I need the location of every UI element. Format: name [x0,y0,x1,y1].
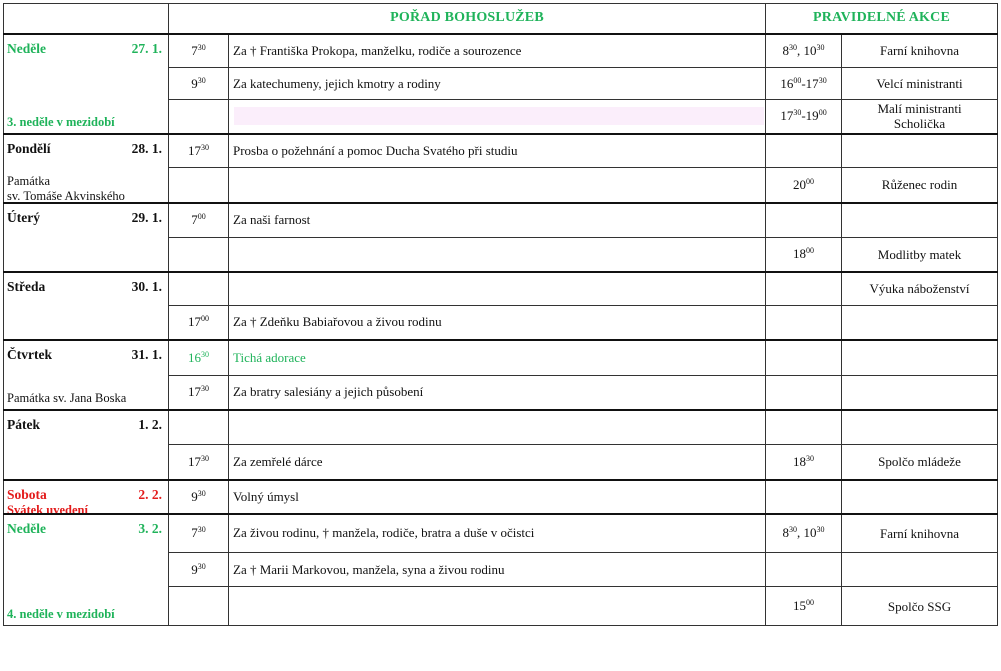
mass-time [169,238,229,272]
activity-name: Velcí ministranti [842,68,998,100]
mass-time [169,134,229,168]
schedule-row [4,134,998,168]
activity-name [842,340,998,376]
activity-name [842,306,998,340]
day-name: Pondělí [7,140,51,156]
mass-intention: Za † Zdeňku Babiařovou a živou rodinu [229,306,766,340]
mass-time-hour: 17 [188,142,201,158]
mass-time-hour: 17 [188,453,201,469]
day-cell [4,410,169,480]
day-cell [4,34,169,134]
superscript-minutes: 00 [806,246,815,256]
mass-time-minutes: 30 [201,453,209,463]
day-cell [4,134,169,203]
schedule-title: POŘAD BOHOSLUŽEB [169,4,766,34]
mass-intention [229,410,766,445]
mass-time-hour: 7 [191,212,198,228]
superscript-minutes: 30 [793,108,802,118]
activity-time: $8^{30}$, $10^{30}$ [766,34,842,68]
day-note: 3. neděle v mezidobí [7,114,115,129]
schedule-row [4,203,998,238]
mass-time [169,376,229,410]
mass-time [169,553,229,587]
day-name: Úterý [7,209,40,225]
day-cell [4,272,169,340]
activity-name [842,376,998,410]
superscript-minutes: 30 [789,525,798,535]
activity-name: Spolčo mládeže [842,445,998,480]
day-date: 31. 1. [131,346,162,362]
day-name: Středa [7,278,46,294]
activity-time [766,306,842,340]
superscript-minutes: 30 [806,453,815,463]
mass-time-hour: 7 [191,42,198,58]
mass-time [169,34,229,68]
mass-time-minutes: 30 [201,349,209,359]
mass-time [169,587,229,626]
day-name: Čtvrtek [7,346,52,362]
mass-time [169,410,229,445]
day-cell [4,203,169,272]
schedule-table [3,3,998,626]
day-date: 2. 2. [138,486,162,502]
activity-time [766,553,842,587]
superscript-minutes: 00 [818,108,827,118]
mass-intention: Prosba o požehnání a pomoc Ducha Svatého při studiu [229,134,766,168]
day-cell [4,514,169,626]
day-name: Pátek [7,416,40,432]
header-row [4,4,998,34]
day-name: Sobota [7,486,47,502]
highlight-bar [234,107,764,125]
mass-time-minutes: 30 [197,42,206,52]
mass-time-minutes: 00 [197,212,206,222]
schedule-row [4,514,998,553]
activity-time: $18^{00}$ [766,238,842,272]
mass-time [169,340,229,376]
mass-time [169,272,229,306]
activity-time: $8^{30}$, $10^{30}$ [766,514,842,553]
day-cell [4,340,169,410]
activity-time: $15^{00}$ [766,587,842,626]
mass-time [169,480,229,514]
superscript-minutes: 00 [806,598,815,607]
schedule-row [4,340,998,376]
mass-intention [229,100,766,134]
activity-name [842,203,998,238]
mass-intention [229,168,766,203]
day-date: 29. 1. [131,209,162,225]
mass-intention [229,272,766,306]
activity-name: Spolčo SSG [842,587,998,626]
schedule-row [4,34,998,68]
day-note: Památka sv. Jana Boska [7,390,127,405]
mass-intention: Za zemřelé dárce [229,445,766,480]
mass-time-hour: 7 [191,525,198,541]
superscript-minutes: 30 [816,42,825,52]
activity-time: $18^{30}$ [766,445,842,480]
day-date: 27. 1. [131,40,162,56]
activity-name: Malí ministranti Scholička [842,100,998,134]
mass-time [169,445,229,480]
mass-time-minutes: 00 [201,314,209,324]
activity-time [766,410,842,445]
mass-time-hour: 9 [191,561,198,577]
mass-intention: Tichá adorace [229,340,766,376]
schedule-body [4,4,998,626]
activity-time: $20^{00}$ [766,168,842,203]
mass-time-hour: 17 [188,384,201,400]
schedule-row [4,480,998,514]
mass-time-hour: 17 [188,314,201,330]
activity-time [766,203,842,238]
superscript-minutes: 30 [818,75,827,85]
activity-time [766,376,842,410]
mass-time [169,203,229,238]
mass-intention: Za † Marii Markovou, manžela, syna a živou rodinu [229,553,766,587]
activity-time: $17^{30}-19^{00}$ [766,100,842,134]
mass-time-minutes: 30 [197,525,206,535]
activity-name: Farní knihovna [842,34,998,68]
activity-name [842,134,998,168]
mass-intention: Volný úmysl [229,480,766,514]
mass-intention [229,238,766,272]
activity-time [766,340,842,376]
mass-time [169,306,229,340]
day-date: 3. 2. [138,520,162,536]
day-note: 4. neděle v mezidobí [7,607,115,621]
activity-time [766,480,842,514]
day-note: Svátek uvedení [7,502,88,514]
superscript-minutes: 00 [806,176,815,186]
mass-time-minutes: 30 [201,384,209,394]
day-name: Neděle [7,40,46,56]
mass-time-minutes: 30 [201,142,209,152]
schedule-row [4,272,998,306]
day-name: Neděle [7,520,46,536]
mass-intention: Za živou rodinu, † manžela, rodiče, bratra a duše v očistci [229,514,766,553]
superscript-minutes: 30 [816,525,825,535]
mass-time [169,100,229,134]
activity-time [766,134,842,168]
mass-intention [229,587,766,626]
activity-name: Farní knihovna [842,514,998,553]
mass-intention: Za bratry salesiány a jejich působení [229,376,766,410]
day-date: 1. 2. [138,416,162,432]
mass-intention: Za † Františka Prokopa, manželku, rodiče a sourozence [229,34,766,68]
mass-time [169,168,229,203]
activity-time: $16^{00}-17^{30}$ [766,68,842,100]
mass-time [169,68,229,100]
activity-name [842,480,998,514]
mass-intention: Za naši farnost [229,203,766,238]
activities-title: PRAVIDELNÉ AKCE [766,4,998,34]
mass-time-hour: 9 [191,488,198,504]
mass-time-hour: 16 [188,349,201,365]
activity-name [842,410,998,445]
activity-name: Modlitby matek [842,238,998,272]
day-date: 30. 1. [131,278,162,294]
mass-time [169,514,229,553]
activity-name: Výuka náboženství [842,272,998,306]
activity-name [842,553,998,587]
activity-name: Růženec rodin [842,168,998,203]
schedule-row [4,410,998,445]
mass-time-minutes: 30 [197,75,206,85]
superscript-minutes: 00 [793,75,802,85]
mass-time-minutes: 30 [197,561,206,571]
day-cell [4,480,169,514]
activity-time [766,272,842,306]
mass-time-minutes: 30 [197,488,206,498]
mass-intention: Za katechumeny, jejich kmotry a rodiny [229,68,766,100]
day-date: 28. 1. [131,140,162,156]
day-note: Památka sv. Tomáše Akvinského [7,173,125,203]
header-blank-cell [4,4,169,34]
superscript-minutes: 30 [789,42,798,52]
mass-time-hour: 9 [191,75,198,91]
